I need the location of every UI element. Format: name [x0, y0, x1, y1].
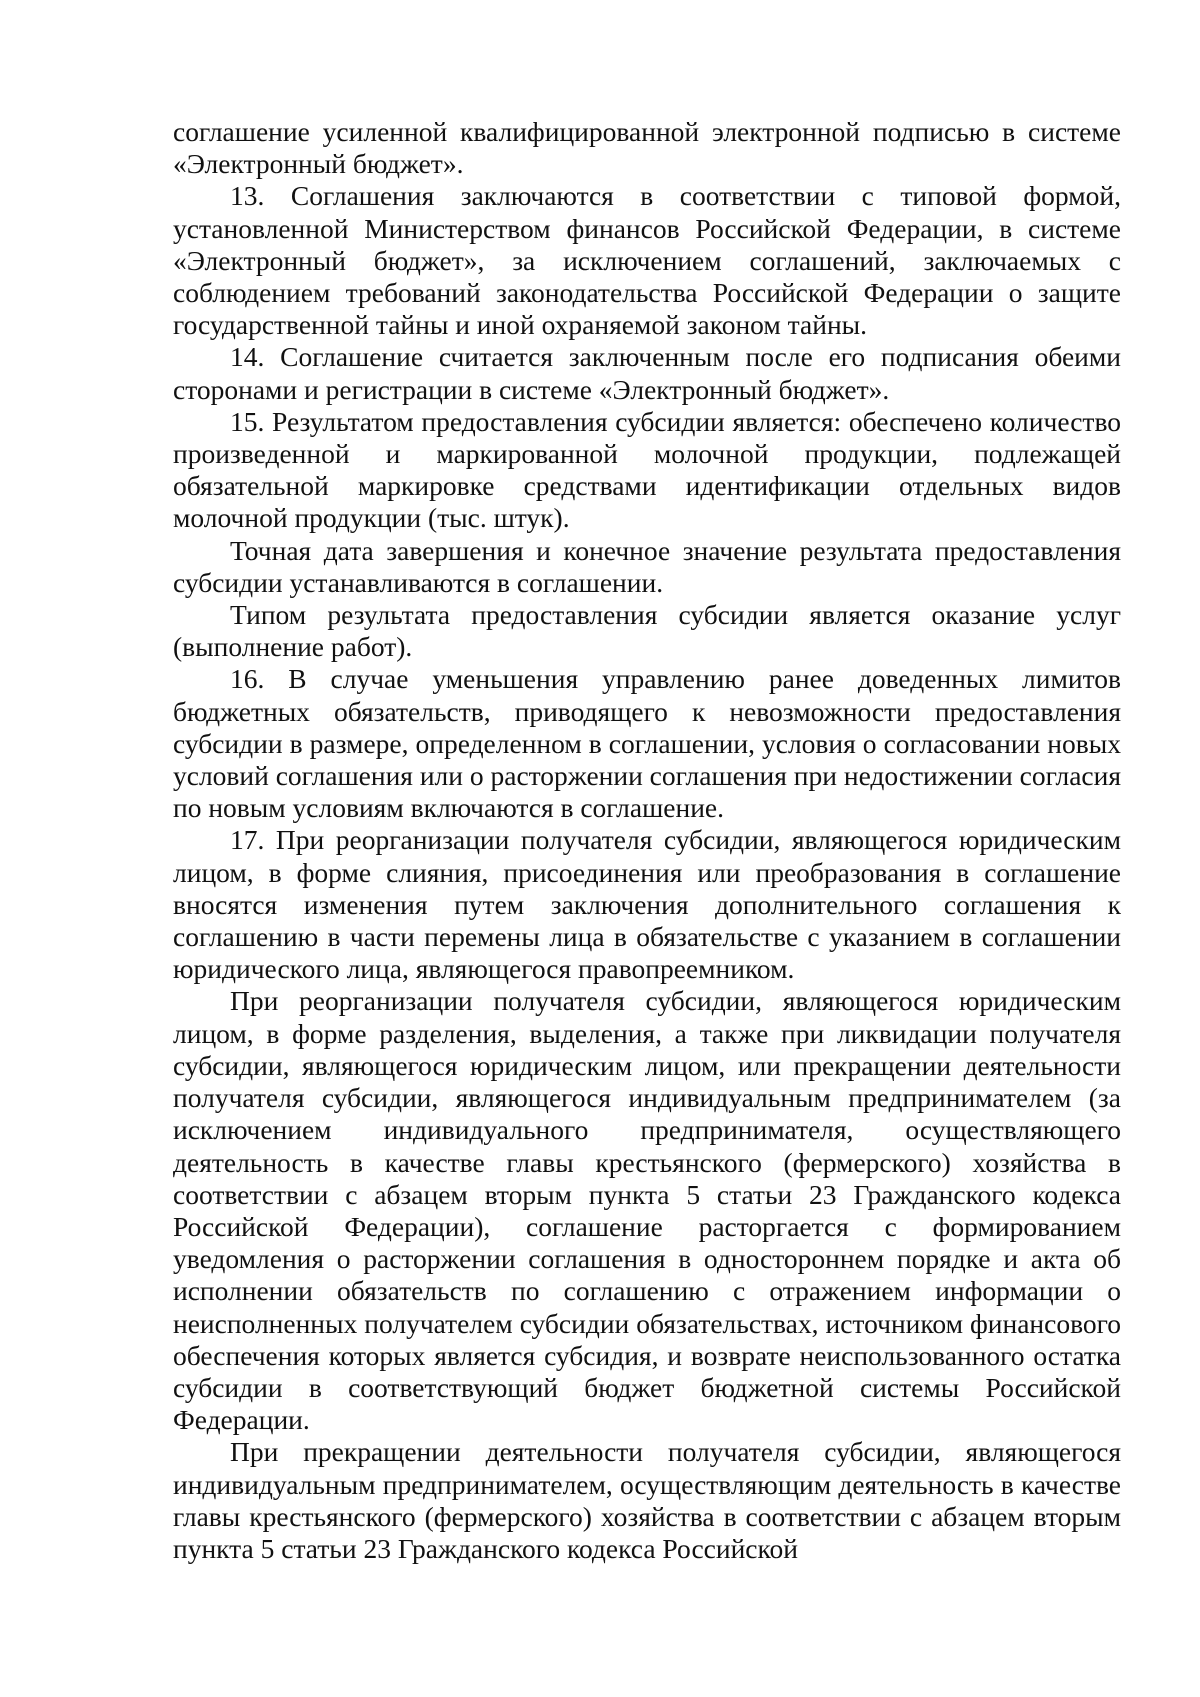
paragraph-17: 17. При реорганизации получателя субсидии, являющегося юридическим лицом, в форме слияния, присоединения или преобразования в соглашение вносятся изменения путем заключения дополнительного соглашения к соглашению в части перемены лица в обязательстве с указанием в соглашении юридического лица, являющегося правопреемником.: [173, 824, 1121, 985]
paragraph-16: 16. В случае уменьшения управлению ранее доведенных лимитов бюджетных обязательств, приводящего к невозможности предоставления субсидии в размере, определенном в соглашении, условия о согласовании новых условий соглашения или о расторжении соглашения при недостижении согласия по новым условиям включаются в соглашение.: [173, 663, 1121, 824]
paragraph-15-date: Точная дата завершения и конечное значение результата предоставления субсидии устанавливаются в соглашении.: [173, 534, 1121, 598]
document-body: [173, 116, 1121, 1565]
paragraph-17-reorganization: При реорганизации получателя субсидии, являющегося юридическим лицом, в форме разделения, выделения, а также при ликвидации получателя субсидии, являющегося юридическим лицом, или прекращении деятельности получателя субсидии, являющегося индивидуальным предпринимателем (за исключением индивидуального предпринимателя, осуществляющего деятельность в качестве главы крестьянского (фермерского) хозяйства в соответствии с абзацем вторым пункта 5 статьи 23 Гражданского кодекса Российской Федерации), соглашение расторгается с формированием уведомления о расторжении соглашения в одностороннем порядке и акта об исполнении обязательств по соглашению с отражением информации о неисполненных получателем субсидии обязательствах, источником финансового обеспечения которых является субсидия, и возврате неиспользованного остатка субсидии в соответствующий бюджет бюджетной системы Российской Федерации.: [173, 985, 1121, 1436]
paragraph-continuation: соглашение усиленной квалифицированной электронной подписью в системе «Электронный бюджет».: [173, 116, 1121, 180]
paragraph-17-termination: При прекращении деятельности получателя субсидии, являющегося индивидуальным предпринимателем, осуществляющим деятельность в качестве главы крестьянского (фермерского) хозяйства в соответствии с абзацем вторым пункта 5 статьи 23 Гражданского кодекса Российской: [173, 1436, 1121, 1564]
paragraph-15: 15. Результатом предоставления субсидии является: обеспечено количество произведенной и маркированной молочной продукции, подлежащей обязательной маркировке средствами идентификации отдельных видов молочной продукции (тыс. штук).: [173, 405, 1121, 534]
paragraph-13: 13. Соглашения заключаются в соответствии с типовой формой, установленной Министерством финансов Российской Федерации, в системе «Электронный бюджет», за исключением соглашений, заключаемых с соблюдением требований законодательства Российской Федерации о защите государственной тайны и иной охраняемой законом тайны.: [173, 180, 1121, 341]
paragraph-14: 14. Соглашение считается заключенным после его подписания обеими сторонами и регистрации в системе «Электронный бюджет».: [173, 341, 1121, 405]
paragraph-15-type: Типом результата предоставления субсидии является оказание услуг (выполнение работ).: [173, 599, 1121, 663]
